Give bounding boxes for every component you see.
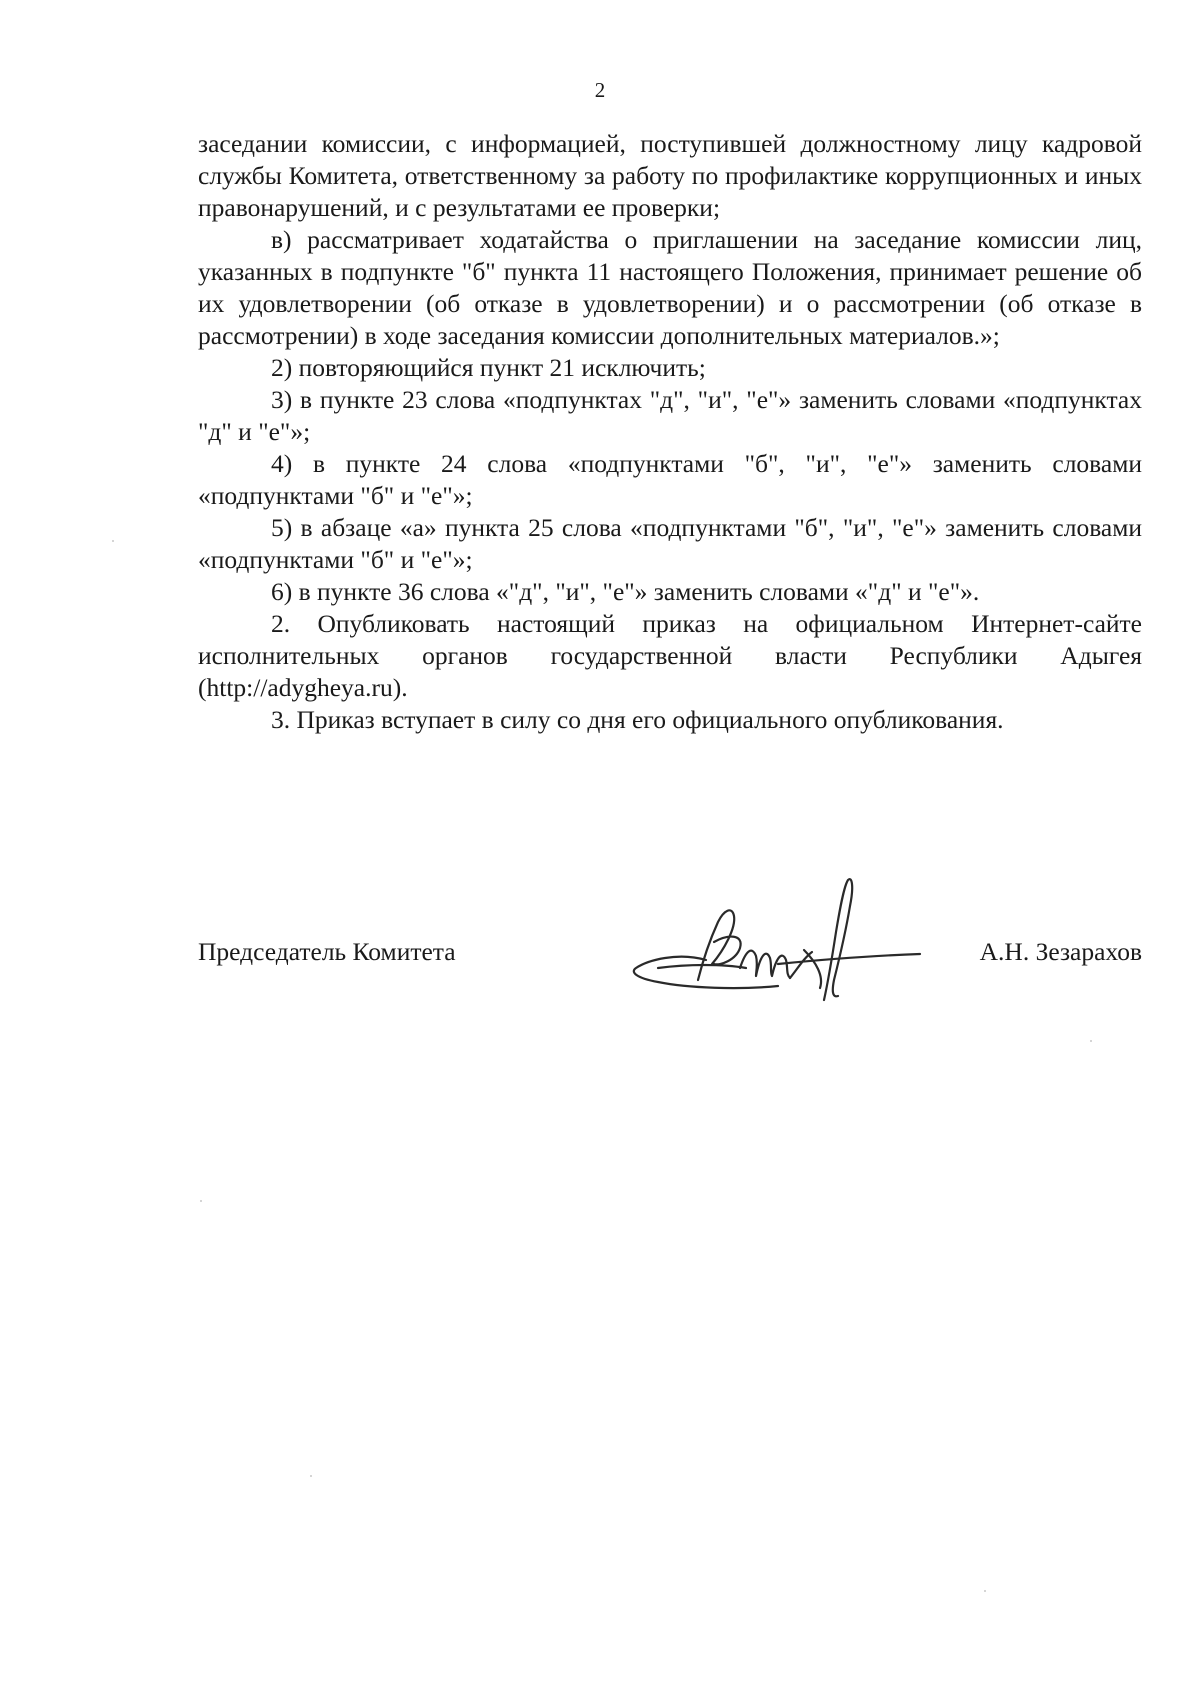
paragraph-continuation: заседании комиссии, с информацией, поступившей должностному лицу кадровой службы Комитета, ответственному за работу по профилактике коррупционных и иных правонарушений, и с результатами ее проверки;: [198, 129, 1142, 222]
paragraph-publish: 2. Опубликовать настоящий приказ на официальном Интернет-сайте исполнительных органов государственной власти Республики Адыгея (http://adygheya.ru).: [198, 609, 1142, 702]
scan-artifact: [200, 1200, 202, 1202]
paragraph-item-2: 2) повторяющийся пункт 21 исключить;: [271, 353, 706, 382]
paragraph-item-v: в) рассматривает ходатайства о приглашении на заседание комиссии лиц, указанных в подпункте "б" пункта 11 настоящего Положения, принимает решение об их удовлетворении (об отказе в удовлетворении) и о рассмотрении (об отказе в рассмотрении) в ходе заседания комиссии дополнительных материалов.»;: [198, 225, 1142, 350]
paragraph-item-4: 4) в пункте 24 слова «подпунктами "б", "и", "е"» заменить словами «подпунктами "б" и "е"»;: [198, 449, 1142, 510]
scan-artifact: [310, 1475, 312, 1477]
page-number: 2: [594, 78, 606, 102]
paragraph-effective: 3. Приказ вступает в силу со дня его официального опубликования.: [271, 705, 1004, 734]
scan-artifact: [112, 540, 114, 542]
handwritten-signature-icon: [628, 872, 928, 1022]
signatory-name: А.Н. Зезарахов: [979, 937, 1142, 966]
signature-block: [198, 918, 1142, 1028]
signatory-title: Председатель Комитета: [198, 937, 456, 966]
paragraph-item-3: 3) в пункте 23 слова «подпунктах "д", "и", "е"» заменить словами «подпунктах "д" и "е"»;: [198, 385, 1142, 446]
document-body: [198, 128, 1142, 736]
paragraph-item-5: 5) в абзаце «а» пункта 25 слова «подпунктами "б", "и", "е"» заменить словами «подпунктами "б" и "е"»;: [198, 513, 1142, 574]
paragraph-item-6: 6) в пункте 36 слова «"д", "и", "е"» заменить словами «"д" и "е"».: [271, 577, 980, 606]
scan-artifact: [1090, 1040, 1092, 1042]
scan-artifact: [984, 1590, 986, 1592]
